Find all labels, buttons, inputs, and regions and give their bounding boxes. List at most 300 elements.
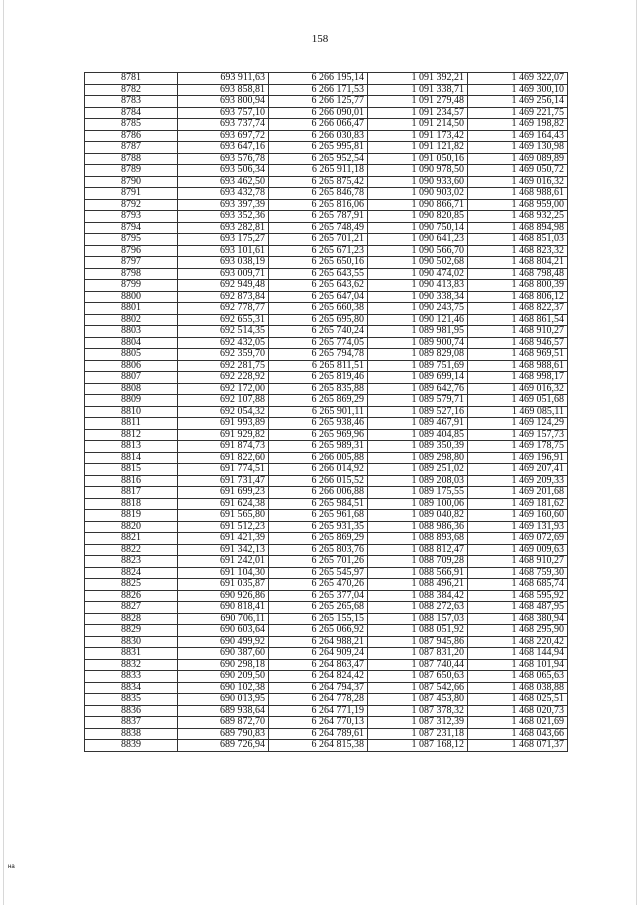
coord-x-cell: 691 035,87 <box>178 579 269 591</box>
table-row <box>85 153 568 165</box>
coord-x2-cell: 1 089 350,39 <box>368 441 468 453</box>
coord-y-cell: 6 265 811,51 <box>269 360 368 372</box>
coord-x2-cell: 1 088 496,21 <box>368 579 468 591</box>
coord-x-cell: 692 514,35 <box>178 326 269 338</box>
table-row <box>85 671 568 683</box>
coord-x-cell: 690 818,41 <box>178 602 269 614</box>
point-number-cell: 8838 <box>85 728 178 740</box>
point-number-cell: 8784 <box>85 107 178 119</box>
coord-x2-cell: 1 089 829,08 <box>368 349 468 361</box>
coord-y-cell: 6 264 770,13 <box>269 717 368 729</box>
table-row <box>85 544 568 556</box>
coord-x2-cell: 1 090 750,14 <box>368 222 468 234</box>
coord-x2-cell: 1 089 175,55 <box>368 487 468 499</box>
coord-y-cell: 6 265 875,42 <box>269 176 368 188</box>
coord-x-cell: 689 790,83 <box>178 728 269 740</box>
coord-x2-cell: 1 087 231,18 <box>368 728 468 740</box>
coord-x-cell: 693 352,36 <box>178 211 269 223</box>
coord-y2-cell: 1 468 969,51 <box>468 349 568 361</box>
table-row <box>85 533 568 545</box>
coord-y2-cell: 1 469 131,93 <box>468 521 568 533</box>
coord-x-cell: 692 281,75 <box>178 360 269 372</box>
coord-x2-cell: 1 087 453,80 <box>368 694 468 706</box>
point-number-cell: 8818 <box>85 498 178 510</box>
table-row <box>85 73 568 85</box>
coord-y2-cell: 1 469 157,73 <box>468 429 568 441</box>
coord-y-cell: 6 265 748,49 <box>269 222 368 234</box>
coord-y2-cell: 1 468 800,39 <box>468 280 568 292</box>
table-row <box>85 636 568 648</box>
coord-x2-cell: 1 088 986,36 <box>368 521 468 533</box>
coord-y-cell: 6 265 961,68 <box>269 510 368 522</box>
coord-y2-cell: 1 468 380,94 <box>468 613 568 625</box>
coord-x2-cell: 1 091 050,16 <box>368 153 468 165</box>
coord-x-cell: 690 013,95 <box>178 694 269 706</box>
coord-y-cell: 6 265 265,68 <box>269 602 368 614</box>
coord-x2-cell: 1 090 413,83 <box>368 280 468 292</box>
point-number-cell: 8823 <box>85 556 178 568</box>
coord-y2-cell: 1 468 043,66 <box>468 728 568 740</box>
coord-x-cell: 690 102,38 <box>178 682 269 694</box>
coord-y2-cell: 1 469 072,69 <box>468 533 568 545</box>
coord-y-cell: 6 265 671,23 <box>269 245 368 257</box>
coord-x-cell: 693 858,81 <box>178 84 269 96</box>
coord-y2-cell: 1 469 009,63 <box>468 544 568 556</box>
table-row <box>85 372 568 384</box>
point-number-cell: 8798 <box>85 268 178 280</box>
point-number-cell: 8809 <box>85 395 178 407</box>
coord-y2-cell: 1 468 988,61 <box>468 360 568 372</box>
coord-x2-cell: 1 089 208,03 <box>368 475 468 487</box>
coord-y-cell: 6 265 740,24 <box>269 326 368 338</box>
table-row <box>85 464 568 476</box>
coord-x2-cell: 1 087 740,44 <box>368 659 468 671</box>
table-row <box>85 291 568 303</box>
coord-x-cell: 691 699,23 <box>178 487 269 499</box>
table-row <box>85 130 568 142</box>
coord-x2-cell: 1 090 820,85 <box>368 211 468 223</box>
coord-x2-cell: 1 089 467,91 <box>368 418 468 430</box>
coord-y2-cell: 1 468 295,90 <box>468 625 568 637</box>
coord-y2-cell: 1 468 220,42 <box>468 636 568 648</box>
coord-y2-cell: 1 468 798,48 <box>468 268 568 280</box>
point-number-cell: 8833 <box>85 671 178 683</box>
table-row <box>85 234 568 246</box>
point-number-cell: 8830 <box>85 636 178 648</box>
coord-x-cell: 693 697,72 <box>178 130 269 142</box>
table-row <box>85 475 568 487</box>
coord-y2-cell: 1 468 946,57 <box>468 337 568 349</box>
coord-x2-cell: 1 089 900,74 <box>368 337 468 349</box>
coord-x-cell: 692 873,84 <box>178 291 269 303</box>
point-number-cell: 8794 <box>85 222 178 234</box>
point-number-cell: 8781 <box>85 73 178 85</box>
coord-y-cell: 6 265 846,78 <box>269 188 368 200</box>
table-row <box>85 648 568 660</box>
coord-x2-cell: 1 090 866,71 <box>368 199 468 211</box>
coord-y-cell: 6 265 066,92 <box>269 625 368 637</box>
point-number-cell: 8839 <box>85 740 178 752</box>
coord-y-cell: 6 265 155,15 <box>269 613 368 625</box>
coord-y2-cell: 1 468 759,30 <box>468 567 568 579</box>
coord-y2-cell: 1 468 071,37 <box>468 740 568 752</box>
coord-x2-cell: 1 087 831,20 <box>368 648 468 660</box>
coord-x2-cell: 1 088 812,47 <box>368 544 468 556</box>
coord-x2-cell: 1 089 579,71 <box>368 395 468 407</box>
table-row <box>85 418 568 430</box>
coord-y-cell: 6 265 701,26 <box>269 556 368 568</box>
point-number-cell: 8792 <box>85 199 178 211</box>
coord-x-cell: 690 603,64 <box>178 625 269 637</box>
coord-x-cell: 693 506,34 <box>178 165 269 177</box>
scan-edge-right <box>636 0 637 905</box>
point-number-cell: 8819 <box>85 510 178 522</box>
table-row <box>85 625 568 637</box>
point-number-cell: 8800 <box>85 291 178 303</box>
coord-y2-cell: 1 468 021,69 <box>468 717 568 729</box>
coord-y2-cell: 1 469 198,82 <box>468 119 568 131</box>
point-number-cell: 8807 <box>85 372 178 384</box>
coord-x-cell: 691 993,89 <box>178 418 269 430</box>
coordinates-table-body <box>85 73 568 752</box>
table-row <box>85 199 568 211</box>
coord-y-cell: 6 264 794,37 <box>269 682 368 694</box>
coord-x-cell: 692 172,00 <box>178 383 269 395</box>
coord-y2-cell: 1 468 101,94 <box>468 659 568 671</box>
coord-x-cell: 693 737,74 <box>178 119 269 131</box>
point-number-cell: 8805 <box>85 349 178 361</box>
table-row <box>85 717 568 729</box>
coord-x-cell: 692 228,92 <box>178 372 269 384</box>
coord-x-cell: 691 874,73 <box>178 441 269 453</box>
coordinates-table <box>84 72 568 752</box>
coord-y2-cell: 1 468 806,12 <box>468 291 568 303</box>
coord-x2-cell: 1 090 502,68 <box>368 257 468 269</box>
point-number-cell: 8835 <box>85 694 178 706</box>
table-row <box>85 579 568 591</box>
coord-x2-cell: 1 088 051,92 <box>368 625 468 637</box>
coord-x2-cell: 1 090 121,46 <box>368 314 468 326</box>
point-number-cell: 8816 <box>85 475 178 487</box>
coord-y2-cell: 1 469 051,68 <box>468 395 568 407</box>
table-row <box>85 590 568 602</box>
coord-y2-cell: 1 468 988,61 <box>468 188 568 200</box>
point-number-cell: 8788 <box>85 153 178 165</box>
point-number-cell: 8806 <box>85 360 178 372</box>
coord-y-cell: 6 264 815,38 <box>269 740 368 752</box>
table-row <box>85 740 568 752</box>
coord-y-cell: 6 265 938,46 <box>269 418 368 430</box>
coord-x-cell: 693 432,78 <box>178 188 269 200</box>
coord-y-cell: 6 265 931,35 <box>269 521 368 533</box>
coord-y-cell: 6 265 869,29 <box>269 533 368 545</box>
coord-x-cell: 690 387,60 <box>178 648 269 660</box>
coord-y-cell: 6 265 901,11 <box>269 406 368 418</box>
coord-x-cell: 693 576,78 <box>178 153 269 165</box>
coord-x2-cell: 1 088 384,42 <box>368 590 468 602</box>
coord-x-cell: 693 757,10 <box>178 107 269 119</box>
point-number-cell: 8803 <box>85 326 178 338</box>
point-number-cell: 8801 <box>85 303 178 315</box>
coord-x-cell: 693 282,81 <box>178 222 269 234</box>
table-row <box>85 280 568 292</box>
coord-y2-cell: 1 468 144,94 <box>468 648 568 660</box>
table-row <box>85 142 568 154</box>
point-number-cell: 8825 <box>85 579 178 591</box>
coord-y-cell: 6 265 835,88 <box>269 383 368 395</box>
coord-y2-cell: 1 468 038,88 <box>468 682 568 694</box>
coord-x-cell: 691 624,38 <box>178 498 269 510</box>
coord-x-cell: 691 421,39 <box>178 533 269 545</box>
coord-x-cell: 692 949,48 <box>178 280 269 292</box>
coord-y2-cell: 1 469 160,60 <box>468 510 568 522</box>
coord-x2-cell: 1 088 566,91 <box>368 567 468 579</box>
coord-y2-cell: 1 468 804,21 <box>468 257 568 269</box>
coord-y2-cell: 1 469 256,14 <box>468 96 568 108</box>
coord-y-cell: 6 266 125,77 <box>269 96 368 108</box>
table-row <box>85 728 568 740</box>
coord-x-cell: 689 726,94 <box>178 740 269 752</box>
point-number-cell: 8814 <box>85 452 178 464</box>
coord-x2-cell: 1 089 251,02 <box>368 464 468 476</box>
point-number-cell: 8786 <box>85 130 178 142</box>
coord-y2-cell: 1 469 209,33 <box>468 475 568 487</box>
table-row <box>85 107 568 119</box>
point-number-cell: 8795 <box>85 234 178 246</box>
coord-x2-cell: 1 089 527,16 <box>368 406 468 418</box>
coord-y-cell: 6 265 701,21 <box>269 234 368 246</box>
table-row <box>85 498 568 510</box>
point-number-cell: 8831 <box>85 648 178 660</box>
coord-x2-cell: 1 088 709,28 <box>368 556 468 568</box>
point-number-cell: 8822 <box>85 544 178 556</box>
table-row <box>85 441 568 453</box>
table-row <box>85 314 568 326</box>
coord-x2-cell: 1 089 981,95 <box>368 326 468 338</box>
coord-x-cell: 689 938,64 <box>178 705 269 717</box>
coord-y-cell: 6 265 969,96 <box>269 429 368 441</box>
coord-y-cell: 6 265 911,18 <box>269 165 368 177</box>
coord-y2-cell: 1 468 823,32 <box>468 245 568 257</box>
coord-x-cell: 693 397,39 <box>178 199 269 211</box>
coord-x2-cell: 1 090 474,02 <box>368 268 468 280</box>
coord-x2-cell: 1 087 168,12 <box>368 740 468 752</box>
coord-y2-cell: 1 469 085,11 <box>468 406 568 418</box>
coord-x2-cell: 1 090 243,75 <box>368 303 468 315</box>
table-row <box>85 406 568 418</box>
coord-y2-cell: 1 469 178,75 <box>468 441 568 453</box>
page-number: 158 <box>311 33 329 45</box>
table-row <box>85 567 568 579</box>
point-number-cell: 8783 <box>85 96 178 108</box>
coord-y2-cell: 1 469 322,07 <box>468 73 568 85</box>
point-number-cell: 8791 <box>85 188 178 200</box>
footer-mark: на <box>8 864 15 870</box>
coord-x2-cell: 1 090 978,50 <box>368 165 468 177</box>
point-number-cell: 8815 <box>85 464 178 476</box>
coord-y-cell: 6 265 787,91 <box>269 211 368 223</box>
coord-x-cell: 693 101,61 <box>178 245 269 257</box>
table-row <box>85 211 568 223</box>
coord-y-cell: 6 265 650,16 <box>269 257 368 269</box>
point-number-cell: 8824 <box>85 567 178 579</box>
coord-x2-cell: 1 090 338,34 <box>368 291 468 303</box>
coord-x-cell: 690 926,86 <box>178 590 269 602</box>
coord-y-cell: 6 264 771,19 <box>269 705 368 717</box>
table-row <box>85 176 568 188</box>
table-row <box>85 165 568 177</box>
point-number-cell: 8797 <box>85 257 178 269</box>
point-number-cell: 8836 <box>85 705 178 717</box>
coord-x2-cell: 1 091 121,82 <box>368 142 468 154</box>
coord-y2-cell: 1 468 861,54 <box>468 314 568 326</box>
point-number-cell: 8829 <box>85 625 178 637</box>
coord-y2-cell: 1 468 025,51 <box>468 694 568 706</box>
coord-y2-cell: 1 469 016,32 <box>468 176 568 188</box>
coord-x-cell: 691 104,30 <box>178 567 269 579</box>
coord-x-cell: 691 822,60 <box>178 452 269 464</box>
table-row <box>85 222 568 234</box>
table-row <box>85 602 568 614</box>
coord-x-cell: 692 107,88 <box>178 395 269 407</box>
coord-x2-cell: 1 087 378,32 <box>368 705 468 717</box>
coord-x2-cell: 1 091 173,42 <box>368 130 468 142</box>
coord-x2-cell: 1 090 641,23 <box>368 234 468 246</box>
coord-y-cell: 6 265 794,78 <box>269 349 368 361</box>
coord-y-cell: 6 266 015,52 <box>269 475 368 487</box>
point-number-cell: 8793 <box>85 211 178 223</box>
coord-y2-cell: 1 469 130,98 <box>468 142 568 154</box>
coord-y-cell: 6 264 909,24 <box>269 648 368 660</box>
coord-x-cell: 693 800,94 <box>178 96 269 108</box>
coord-x-cell: 691 929,82 <box>178 429 269 441</box>
coord-x2-cell: 1 087 542,66 <box>368 682 468 694</box>
point-number-cell: 8820 <box>85 521 178 533</box>
coord-x2-cell: 1 091 392,21 <box>368 73 468 85</box>
coord-x-cell: 690 706,11 <box>178 613 269 625</box>
table-row <box>85 452 568 464</box>
coord-x2-cell: 1 089 642,76 <box>368 383 468 395</box>
coord-x-cell: 692 054,32 <box>178 406 269 418</box>
coord-y-cell: 6 265 545,97 <box>269 567 368 579</box>
coord-y2-cell: 1 469 050,72 <box>468 165 568 177</box>
table-row <box>85 705 568 717</box>
point-number-cell: 8782 <box>85 84 178 96</box>
coord-y-cell: 6 265 660,38 <box>269 303 368 315</box>
coord-y2-cell: 1 468 065,63 <box>468 671 568 683</box>
coord-y-cell: 6 265 816,06 <box>269 199 368 211</box>
point-number-cell: 8811 <box>85 418 178 430</box>
coord-y2-cell: 1 469 300,10 <box>468 84 568 96</box>
coord-x2-cell: 1 091 234,57 <box>368 107 468 119</box>
point-number-cell: 8787 <box>85 142 178 154</box>
coord-y2-cell: 1 468 685,74 <box>468 579 568 591</box>
point-number-cell: 8785 <box>85 119 178 131</box>
coord-x2-cell: 1 091 214,50 <box>368 119 468 131</box>
table-row <box>85 510 568 522</box>
coord-y2-cell: 1 469 201,68 <box>468 487 568 499</box>
coord-y-cell: 6 265 989,31 <box>269 441 368 453</box>
point-number-cell: 8832 <box>85 659 178 671</box>
coord-y2-cell: 1 469 181,62 <box>468 498 568 510</box>
table-row <box>85 303 568 315</box>
coord-y2-cell: 1 468 894,98 <box>468 222 568 234</box>
coord-y2-cell: 1 468 959,00 <box>468 199 568 211</box>
table-row <box>85 245 568 257</box>
coord-y-cell: 6 266 195,14 <box>269 73 368 85</box>
coord-x-cell: 693 038,19 <box>178 257 269 269</box>
coord-x-cell: 692 432,05 <box>178 337 269 349</box>
coord-x2-cell: 1 089 699,14 <box>368 372 468 384</box>
coord-y-cell: 6 265 643,55 <box>269 268 368 280</box>
coord-y-cell: 6 264 988,21 <box>269 636 368 648</box>
point-number-cell: 8804 <box>85 337 178 349</box>
point-number-cell: 8790 <box>85 176 178 188</box>
coord-y2-cell: 1 469 221,75 <box>468 107 568 119</box>
coord-y2-cell: 1 468 595,92 <box>468 590 568 602</box>
point-number-cell: 8808 <box>85 383 178 395</box>
coord-y-cell: 6 264 778,28 <box>269 694 368 706</box>
point-number-cell: 8813 <box>85 441 178 453</box>
coord-y-cell: 6 266 005,88 <box>269 452 368 464</box>
point-number-cell: 8810 <box>85 406 178 418</box>
coord-y2-cell: 1 468 487,95 <box>468 602 568 614</box>
table-row <box>85 84 568 96</box>
coord-x-cell: 690 298,18 <box>178 659 269 671</box>
coord-y-cell: 6 264 789,61 <box>269 728 368 740</box>
coord-x-cell: 693 647,16 <box>178 142 269 154</box>
coord-y-cell: 6 265 984,51 <box>269 498 368 510</box>
coord-y-cell: 6 264 824,42 <box>269 671 368 683</box>
table-row <box>85 349 568 361</box>
table-row <box>85 268 568 280</box>
coord-y-cell: 6 265 647,04 <box>269 291 368 303</box>
coord-x2-cell: 1 091 338,71 <box>368 84 468 96</box>
coord-y-cell: 6 264 863,47 <box>269 659 368 671</box>
coord-x-cell: 689 872,70 <box>178 717 269 729</box>
coord-y-cell: 6 266 171,53 <box>269 84 368 96</box>
coord-x2-cell: 1 089 100,06 <box>368 498 468 510</box>
point-number-cell: 8837 <box>85 717 178 729</box>
coord-y2-cell: 1 468 851,03 <box>468 234 568 246</box>
table-row <box>85 383 568 395</box>
coord-x-cell: 692 778,77 <box>178 303 269 315</box>
point-number-cell: 8802 <box>85 314 178 326</box>
coord-x2-cell: 1 089 298,80 <box>368 452 468 464</box>
coord-y-cell: 6 265 995,81 <box>269 142 368 154</box>
coord-x-cell: 690 499,92 <box>178 636 269 648</box>
coord-x-cell: 693 911,63 <box>178 73 269 85</box>
coord-x2-cell: 1 090 933,60 <box>368 176 468 188</box>
point-number-cell: 8796 <box>85 245 178 257</box>
table-row <box>85 257 568 269</box>
coord-x-cell: 693 009,71 <box>178 268 269 280</box>
coord-y-cell: 6 265 470,26 <box>269 579 368 591</box>
coord-x2-cell: 1 090 566,70 <box>368 245 468 257</box>
coord-y2-cell: 1 468 822,37 <box>468 303 568 315</box>
coord-y2-cell: 1 468 998,17 <box>468 372 568 384</box>
coord-x-cell: 691 774,51 <box>178 464 269 476</box>
coord-x-cell: 691 342,13 <box>178 544 269 556</box>
coord-y-cell: 6 265 695,80 <box>269 314 368 326</box>
point-number-cell: 8799 <box>85 280 178 292</box>
coord-y2-cell: 1 469 164,43 <box>468 130 568 142</box>
coord-y-cell: 6 265 869,29 <box>269 395 368 407</box>
coord-x-cell: 691 512,23 <box>178 521 269 533</box>
coord-x-cell: 691 242,01 <box>178 556 269 568</box>
coord-y-cell: 6 266 090,01 <box>269 107 368 119</box>
table-row <box>85 395 568 407</box>
